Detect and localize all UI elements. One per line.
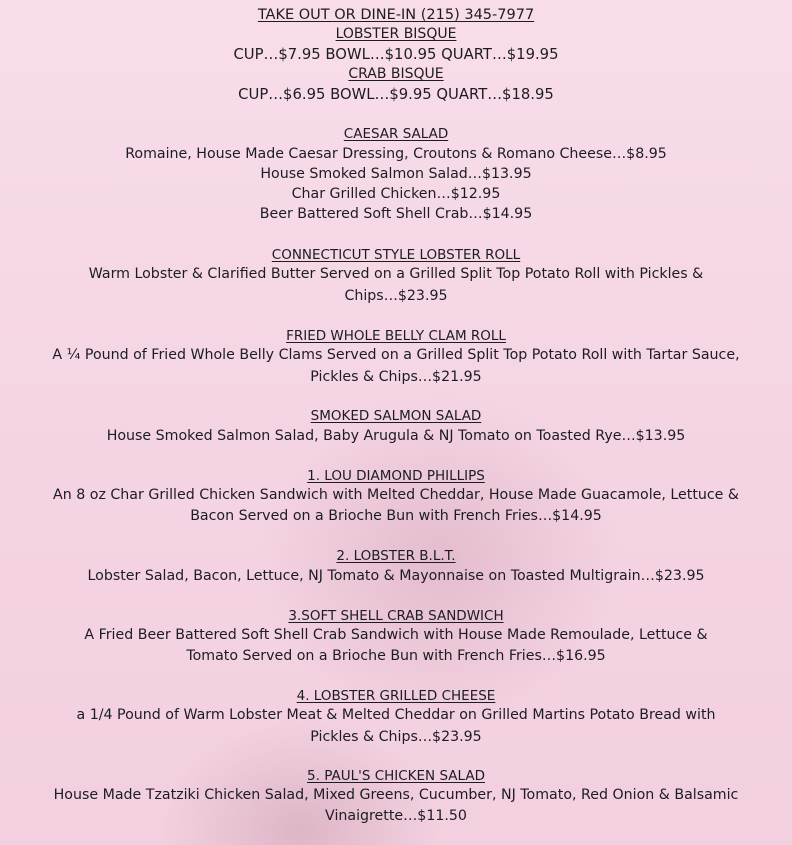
soft-shell-title: 3.SOFT SHELL CRAB SANDWICH bbox=[288, 608, 504, 624]
grilled-cheese-title: 4. LOBSTER GRILLED CHEESE bbox=[296, 688, 496, 704]
crab-bisque-prices: CUP…$6.95 BOWL…$9.95 QUART…$18.95 bbox=[238, 86, 554, 103]
chicken-salad-title: 5. PAUL'S CHICKEN SALAD bbox=[307, 768, 485, 784]
caesar-salad-line: Romaine, House Made Caesar Dressing, Croutons & Romano Cheese…$8.95 bbox=[125, 146, 667, 162]
lobster-roll-desc: Chips…$23.95 bbox=[344, 288, 448, 304]
lobster-blt-title: 2. LOBSTER B.L.T. bbox=[336, 548, 456, 564]
grilled-cheese-desc: a 1/4 Pound of Warm Lobster Meat & Melted Cheddar on Grilled Martins Potato Bread with bbox=[76, 707, 716, 723]
soft-shell-desc: A Fried Beer Battered Soft Shell Crab Sandwich with House Made Remoulade, Lettuce & bbox=[84, 627, 708, 643]
lobster-roll-desc: Warm Lobster & Clarified Butter Served on a Grilled Split Top Potato Roll with Pickles & bbox=[88, 266, 704, 282]
caesar-salad-line: House Smoked Salmon Salad…$13.95 bbox=[260, 166, 532, 182]
grilled-cheese-desc: Pickles & Chips…$23.95 bbox=[310, 729, 482, 745]
lobster-bisque-title: LOBSTER BISQUE bbox=[335, 26, 457, 42]
contact-line: TAKE OUT OR DINE-IN (215) 345-7977 bbox=[257, 7, 535, 23]
chicken-salad-desc: House Made Tzatziki Chicken Salad, Mixed Greens, Cucumber, NJ Tomato, Red Onion & Balsamic bbox=[53, 787, 739, 803]
chicken-salad-desc: Vinaigrette…$11.50 bbox=[325, 808, 467, 824]
lou-diamond-desc: Bacon Served on a Brioche Bun with French Fries…$14.95 bbox=[190, 508, 602, 524]
caesar-salad-title: CAESAR SALAD bbox=[343, 126, 449, 142]
smoked-salmon-title: SMOKED SALMON SALAD bbox=[310, 408, 482, 424]
clam-roll-desc: Pickles & Chips…$21.95 bbox=[310, 369, 482, 385]
clam-roll-desc: A ¼ Pound of Fried Whole Belly Clams Served on a Grilled Split Top Potato Roll with Tartar Sauce, bbox=[52, 347, 740, 363]
caesar-salad-line: Char Grilled Chicken…$12.95 bbox=[291, 186, 501, 202]
lou-diamond-desc: An 8 oz Char Grilled Chicken Sandwich with Melted Cheddar, House Made Guacamole, Lettuce & bbox=[53, 487, 739, 503]
soft-shell-desc: Tomato Served on a Brioche Bun with French Fries…$16.95 bbox=[186, 648, 606, 664]
lobster-roll-title: CONNECTICUT STYLE LOBSTER ROLL bbox=[271, 247, 521, 263]
crab-bisque-title: CRAB BISQUE bbox=[348, 66, 444, 82]
smoked-salmon-desc: House Smoked Salmon Salad, Baby Arugula & NJ Tomato on Toasted Rye…$13.95 bbox=[106, 428, 686, 444]
clam-roll-title: FRIED WHOLE BELLY CLAM ROLL bbox=[286, 328, 506, 344]
caesar-salad-line: Beer Battered Soft Shell Crab…$14.95 bbox=[259, 206, 533, 222]
lobster-blt-desc: Lobster Salad, Bacon, Lettuce, NJ Tomato & Mayonnaise on Toasted Multigrain…$23.95 bbox=[87, 568, 705, 584]
lobster-bisque-prices: CUP…$7.95 BOWL…$10.95 QUART…$19.95 bbox=[233, 46, 559, 63]
lou-diamond-title: 1. LOU DIAMOND PHILLIPS bbox=[307, 468, 485, 484]
